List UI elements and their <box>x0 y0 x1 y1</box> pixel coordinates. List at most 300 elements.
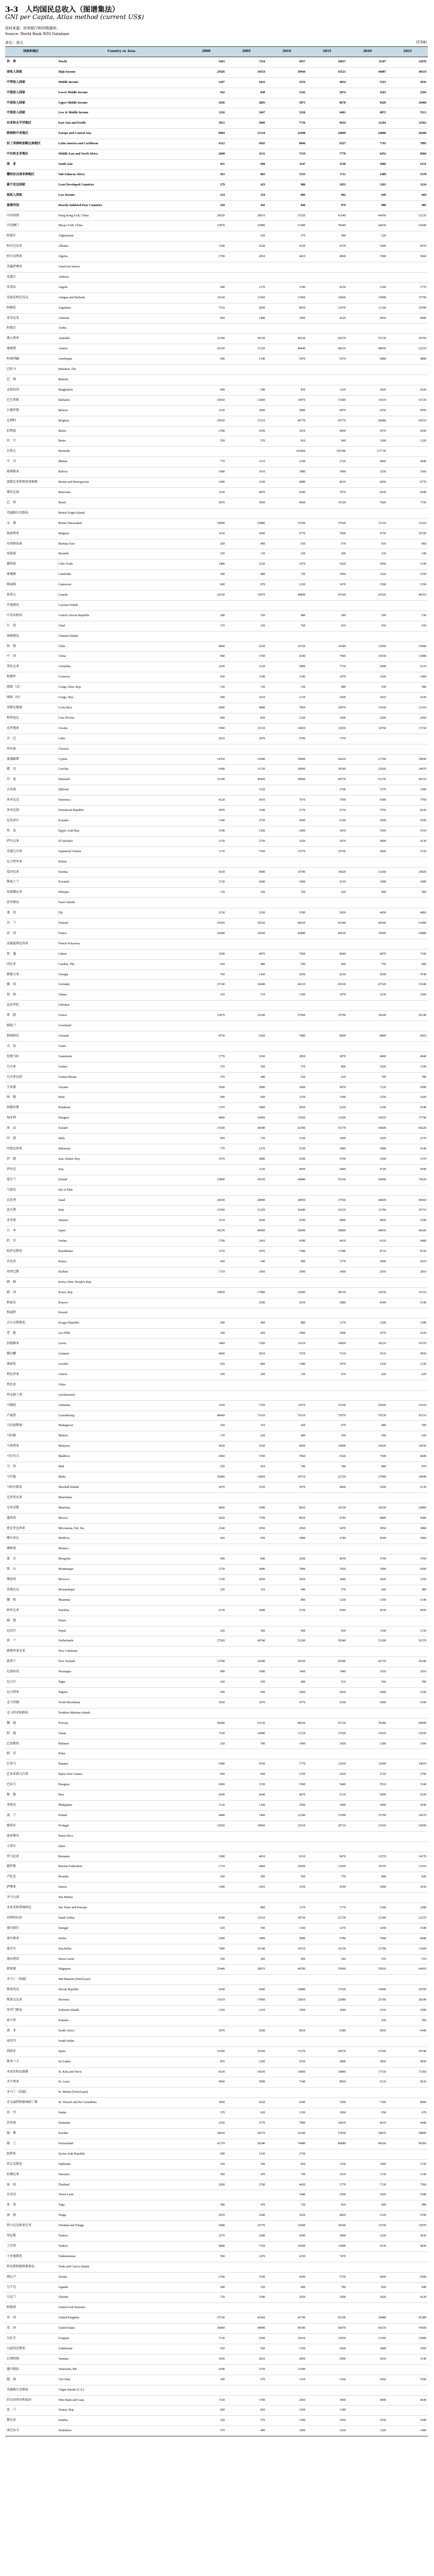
cell-value: 690 <box>226 1688 266 1698</box>
cell-region-en: Benin <box>57 436 186 447</box>
cell-value: 54870 <box>347 2128 388 2139</box>
cell-value <box>388 1380 428 1390</box>
cell-value: 3640 <box>388 1800 428 1810</box>
cell-value: 117730 <box>347 447 388 457</box>
cell-value: 5323 <box>347 77 388 88</box>
cell-value: 830 <box>226 713 266 723</box>
cell-value: 13470 <box>307 303 347 313</box>
cell-value: 980 <box>388 2200 428 2211</box>
cell-region-cn: 萨摩亚 <box>5 1883 57 1893</box>
cell-region-en: Kuwait <box>57 1308 186 1318</box>
cell-value: 682 <box>307 190 347 200</box>
cell-value: 49450 <box>347 211 388 221</box>
cell-value: 40610 <box>307 928 347 939</box>
cell-value: 520 <box>347 231 388 242</box>
cell-value: 23940 <box>226 754 266 765</box>
table-row <box>5 2241 428 2251</box>
cell-region-en: Maldives <box>57 1452 186 1462</box>
cell-region-cn: 利比亚 <box>5 1380 57 1390</box>
cell-value: 750 <box>266 570 307 580</box>
cell-value <box>388 1185 428 1195</box>
cell-value: 14380 <box>307 641 347 652</box>
cell-region-cn: 巴 西 <box>5 498 57 508</box>
cell-region-cn: 丹 麦 <box>5 775 57 785</box>
cell-value: 2100 <box>388 1688 428 1698</box>
cell-value: 23440 <box>186 1964 226 1975</box>
table-row <box>5 959 428 970</box>
cell-value: 2130 <box>186 1605 226 1616</box>
cell-value <box>388 1975 428 1985</box>
cell-region-en: Liberia <box>57 1369 186 1380</box>
cell-value <box>307 1001 347 1011</box>
cell-value: 10770 <box>226 2221 266 2231</box>
cell-region-cn: 土耳其 <box>5 2241 57 2251</box>
cell-value: 720 <box>186 2293 226 2303</box>
cell-value: 4600 <box>186 1349 226 1360</box>
cell-value: 6360 <box>266 1154 307 1164</box>
cell-value: 4565 <box>226 139 266 149</box>
cell-value: 1230 <box>388 1360 428 1370</box>
table-row <box>5 2046 428 2057</box>
cell-value: 160 <box>186 1677 226 1688</box>
cell-region-cn: 世 界 <box>5 57 57 67</box>
cell-value: 2000 <box>347 1688 388 1698</box>
cell-region-cn: 塞内加尔 <box>5 1923 57 1934</box>
col-header-region-en: Country or Area <box>57 47 186 57</box>
table-row <box>5 1031 428 1042</box>
cell-value: 1160 <box>347 1360 388 1370</box>
cell-value: 6070 <box>388 242 428 252</box>
cell-region-en: Guam <box>57 1041 186 1052</box>
cell-value: 620 <box>226 2108 266 2119</box>
cell-value: 22420 <box>347 765 388 775</box>
cell-value: 4120 <box>388 2293 428 2303</box>
cell-value <box>186 1841 226 1852</box>
cell-value: 1340 <box>266 672 307 683</box>
cell-value: 2850 <box>266 1052 307 1062</box>
cell-value: 13270 <box>347 1852 388 1862</box>
cell-value: 31270 <box>266 2046 307 2057</box>
cell-value: 59960 <box>266 775 307 785</box>
cell-value: 9380 <box>388 1513 428 1523</box>
cell-value: 3630 <box>388 2231 428 2242</box>
col-header-2005: 2005 <box>226 47 266 57</box>
table-row <box>5 826 428 836</box>
cell-value: 8110 <box>266 1852 307 1862</box>
cell-value: 700 <box>226 1923 266 1934</box>
cell-region-en: Czechia <box>57 765 186 775</box>
cell-value <box>186 2262 226 2272</box>
cell-value: 10500 <box>266 2241 307 2251</box>
cell-value <box>347 365 388 375</box>
cell-value: 3530 <box>226 1482 266 1493</box>
cell-value: 4000 <box>186 1503 226 1513</box>
cell-value: 8040 <box>307 949 347 959</box>
cell-value: 27100 <box>347 754 388 765</box>
cell-value <box>307 508 347 518</box>
cell-value: 1100 <box>388 1062 428 1072</box>
cell-region-en: Eswatini <box>57 877 186 888</box>
cell-value: 1470 <box>226 2251 266 2262</box>
cell-value <box>388 2364 428 2375</box>
cell-region-cn: 文 莱 <box>5 518 57 529</box>
cell-value: 7390 <box>347 2098 388 2108</box>
cell-value: 620 <box>307 888 347 898</box>
table-row <box>5 765 428 775</box>
cell-value: 1180 <box>186 242 226 252</box>
cell-value: 10637 <box>307 57 347 67</box>
cell-region-cn: 阿塞拜疆 <box>5 354 57 365</box>
cell-region-cn: 斯里兰卡 <box>5 2057 57 2067</box>
cell-value: 1550 <box>266 1770 307 1780</box>
cell-value: 1230 <box>266 1134 307 1144</box>
cell-value: 1250 <box>347 1093 388 1103</box>
cell-value: 8480 <box>347 1513 388 1523</box>
cell-region-cn: 中高收入国家 <box>5 98 57 108</box>
cell-value: 14990 <box>347 293 388 303</box>
cell-value: 3100 <box>226 478 266 488</box>
cell-value: 3590 <box>266 908 307 919</box>
cell-value: 1340 <box>186 816 226 826</box>
cell-value: 18210 <box>347 1339 388 1349</box>
cell-value: 1230 <box>307 1595 347 1605</box>
cell-region-en: Jordan <box>57 1236 186 1247</box>
cell-value: 11610 <box>266 1339 307 1349</box>
cell-value <box>266 272 307 282</box>
table-row <box>5 2344 428 2354</box>
cell-region-cn: 圭亚那 <box>5 1082 57 1093</box>
cell-region-en: Netherlands <box>57 1636 186 1647</box>
cell-value: 7550 <box>347 806 388 816</box>
cell-value: 3970 <box>226 734 266 744</box>
cell-value: 10900 <box>307 1442 347 1452</box>
cell-value: 5800 <box>266 662 307 672</box>
cell-value: 11610 <box>388 1862 428 1872</box>
cell-value: 1760 <box>226 652 266 662</box>
table-row <box>5 1308 428 1318</box>
cell-value: 52340 <box>266 2128 307 2139</box>
cell-region-cn: 卢旺达 <box>5 1872 57 1883</box>
col-header-2000: 2000 <box>186 47 226 57</box>
table-row <box>5 282 428 293</box>
cell-region-en: Virgin Islands (U.S.) <box>57 2385 186 2395</box>
table-row <box>5 2036 428 2046</box>
cell-region-cn: 安道尔 <box>5 272 57 282</box>
cell-value <box>266 2303 307 2313</box>
cell-value <box>347 2262 388 2272</box>
cell-region-cn: 博茨瓦纳 <box>5 487 57 498</box>
cell-value <box>388 744 428 754</box>
cell-value: 1520 <box>347 570 388 580</box>
table-row <box>5 888 428 898</box>
cell-value: 1800 <box>226 1103 266 1113</box>
cell-region-cn: 东亚和太平洋地区 <box>5 118 57 129</box>
cell-value: 320 <box>186 2416 226 2426</box>
cell-value: 430 <box>347 2016 388 2026</box>
cell-region-en: Peru <box>57 1790 186 1801</box>
cell-value: 12070 <box>388 57 428 67</box>
cell-value: 410 <box>226 1462 266 1472</box>
cell-value: 10400 <box>186 1472 226 1482</box>
cell-region-en: Uruguay <box>57 2334 186 2344</box>
table-row <box>5 1206 428 1216</box>
cell-value: 5190 <box>388 2211 428 2221</box>
cell-value: 3670 <box>307 836 347 846</box>
cell-value: 4190 <box>307 1883 347 1893</box>
table-row <box>5 1400 428 1411</box>
cell-value: 39500 <box>347 928 388 939</box>
cell-value <box>347 1021 388 1031</box>
cell-value: 4460 <box>226 1862 266 1872</box>
cell-value: 3880 <box>307 1298 347 1308</box>
cell-value: 1542 <box>266 88 307 98</box>
cell-region-cn: 吉布提 <box>5 785 57 795</box>
cell-value: 10630 <box>226 2067 266 2077</box>
cell-value: 6040 <box>186 765 226 775</box>
cell-value: 530 <box>388 611 428 621</box>
cell-region-cn: 格林纳达 <box>5 1031 57 1042</box>
cell-value: 840 <box>347 1462 388 1472</box>
cell-value: 2090 <box>266 1267 307 1277</box>
cell-value <box>266 1021 307 1031</box>
cell-value: 15160 <box>307 1400 347 1411</box>
cell-value: 2720 <box>347 1770 388 1780</box>
cell-value: 11580 <box>307 1247 347 1257</box>
cell-value: 19790 <box>307 1011 347 1021</box>
cell-value: 3610 <box>266 1298 307 1308</box>
cell-value <box>266 1893 307 1903</box>
cell-region-en: Greece <box>57 1011 186 1021</box>
cell-value: 2300 <box>388 2006 428 2016</box>
cell-value: 9380 <box>388 1082 428 1093</box>
cell-region-cn: 马来西亚 <box>5 1442 57 1452</box>
cell-value: 800 <box>347 1872 388 1883</box>
cell-value: 9130 <box>347 2077 388 2088</box>
cell-value: 3280 <box>226 2231 266 2242</box>
cell-value: 2930 <box>266 1575 307 1585</box>
cell-value: 7778 <box>307 149 347 160</box>
cell-value <box>388 2036 428 2046</box>
cell-value <box>266 1493 307 1503</box>
cell-value: 7260 <box>388 2180 428 2190</box>
cell-value: 24099 <box>307 129 347 139</box>
cell-value: 7440 <box>266 1247 307 1257</box>
cell-value <box>266 324 307 334</box>
cell-value: 79230 <box>347 1411 388 1421</box>
cell-value: 360 <box>186 2170 226 2180</box>
cell-value <box>226 1708 266 1718</box>
cell-region-en: Suriname <box>57 2119 186 2129</box>
cell-value: 17920 <box>307 1728 347 1739</box>
cell-value: 1370 <box>186 1103 226 1113</box>
cell-value: 220 <box>186 1626 226 1636</box>
cell-value <box>307 2364 347 2375</box>
cell-value: 279 <box>186 180 226 190</box>
cell-value: 1940 <box>388 2190 428 2200</box>
cell-region-en: Togo <box>57 2200 186 2211</box>
cell-value: 1170 <box>186 846 226 857</box>
cell-value <box>347 898 388 908</box>
cell-region-en: Sao Tome and Principe <box>57 1903 186 1913</box>
cell-value: 28070 <box>226 1964 266 1975</box>
cell-region-en: World <box>57 57 186 67</box>
cell-region-en: Algeria <box>57 252 186 262</box>
cell-value: 22630 <box>186 590 226 601</box>
cell-value: 6580 <box>388 2272 428 2282</box>
cell-value: 12000 <box>347 1759 388 1770</box>
table-row <box>5 2016 428 2026</box>
table-row <box>5 1287 428 1298</box>
cell-value: 3226 <box>266 108 307 118</box>
cell-region-cn: 阿根廷 <box>5 303 57 313</box>
cell-value <box>307 262 347 273</box>
cell-value: 3360 <box>388 467 428 478</box>
cell-value: 130 <box>226 683 266 693</box>
cell-value: 37550 <box>307 1195 347 1206</box>
cell-value: 1540 <box>226 2293 266 2303</box>
cell-value: 51490 <box>266 221 307 231</box>
cell-region-en: Singapore <box>57 1964 186 1975</box>
cell-value: 470 <box>226 2200 266 2211</box>
cell-value: 30940 <box>388 1472 428 1482</box>
cell-value: 25820 <box>388 867 428 877</box>
cell-value: 75970 <box>307 1411 347 1421</box>
cell-value <box>186 2016 226 2026</box>
cell-value: 6090 <box>347 1790 388 1801</box>
cell-value: 1270 <box>186 1247 226 1257</box>
cell-value: 15124 <box>226 129 266 139</box>
cell-value: 1555 <box>266 170 307 180</box>
table-row <box>5 272 428 282</box>
table-row <box>5 1800 428 1810</box>
table-row <box>5 621 428 631</box>
cell-value: 5180 <box>388 1216 428 1226</box>
cell-region-en: American Samoa <box>57 262 186 273</box>
cell-value: 1010 <box>226 467 266 478</box>
cell-value <box>186 1544 226 1554</box>
cell-value: 7080 <box>266 1031 307 1042</box>
cell-value: 1020 <box>347 1062 388 1072</box>
cell-value: 6540 <box>266 487 307 498</box>
table-row <box>5 1636 428 1647</box>
cell-value: 4640 <box>388 2395 428 2405</box>
cell-value: 17150 <box>388 723 428 734</box>
cell-value: 21100 <box>186 334 226 344</box>
cell-value: 660 <box>226 1770 266 1780</box>
cell-value: 2230 <box>347 990 388 1001</box>
cell-region-cn: 塞拉利昂 <box>5 1954 57 1964</box>
cell-region-cn: 缅 甸 <box>5 1595 57 1605</box>
cell-value <box>226 324 266 334</box>
cell-value <box>307 1975 347 1985</box>
cell-value: 470 <box>226 2170 266 2180</box>
cell-value: 4280 <box>186 703 226 714</box>
cell-region-cn: 波多黎各 <box>5 1831 57 1841</box>
cell-value: 12020 <box>186 1821 226 1831</box>
cell-value: 15330 <box>347 2221 388 2231</box>
cell-value: 8678 <box>307 98 347 108</box>
cell-region-en: Lao PDR <box>57 1329 186 1339</box>
cell-region-en: Bangladesh <box>57 385 186 395</box>
cell-value: 4370 <box>307 242 347 252</box>
cell-value: 4410 <box>307 1236 347 1247</box>
cell-value <box>226 1616 266 1626</box>
cell-value: 78180 <box>347 1718 388 1728</box>
cell-value: 2220 <box>307 1103 347 1113</box>
cell-value: 4870 <box>226 949 266 959</box>
unit-note-en: (US$) <box>416 40 427 44</box>
cell-region-cn: 塔吉克斯坦 <box>5 2159 57 2170</box>
cell-value: 55170 <box>307 1124 347 1134</box>
cell-value: 50510 <box>388 416 428 426</box>
cell-value: 500 <box>388 1421 428 1431</box>
cell-value: 600 <box>266 1626 307 1636</box>
table-row <box>5 77 428 88</box>
cell-region-en: Iraq <box>57 1164 186 1175</box>
cell-value: 350 <box>266 888 307 898</box>
cell-region-en: Bahamas, The <box>57 365 186 375</box>
cell-value <box>388 1001 428 1011</box>
cell-value: 5460 <box>388 1534 428 1544</box>
cell-value: 3370 <box>388 1154 428 1164</box>
cell-value: 23810 <box>266 1995 307 2006</box>
cell-value <box>226 2088 266 2098</box>
cell-value: 33520 <box>266 211 307 221</box>
cell-region-en: Upper Middle Income <box>57 98 186 108</box>
cell-region-cn: 中等收入国家 <box>5 77 57 88</box>
table-row <box>5 405 428 416</box>
cell-value: 31220 <box>226 1206 266 1216</box>
cell-value: 45380 <box>388 2313 428 2324</box>
cell-region-cn: 马达加斯加 <box>5 1421 57 1431</box>
cell-value: 650 <box>388 621 428 631</box>
cell-value: 560 <box>347 1677 388 1688</box>
cell-value: 1420 <box>307 1739 347 1749</box>
cell-value: 14090 <box>266 2067 307 2077</box>
cell-region-en: Curacao <box>57 744 186 754</box>
table-row <box>5 898 428 908</box>
cell-value: 2780 <box>186 426 226 436</box>
cell-value: 6580 <box>347 795 388 806</box>
cell-region-cn: 开曼群岛 <box>5 600 57 611</box>
cell-value: 6290 <box>266 2098 307 2108</box>
cell-value: 3330 <box>226 908 266 919</box>
cell-value: 580 <box>388 683 428 693</box>
table-row <box>5 1770 428 1780</box>
cell-value <box>347 2088 388 2098</box>
cell-region-cn: 马绍尔群岛 <box>5 1482 57 1493</box>
cell-value <box>388 508 428 518</box>
cell-region-cn: 沙特阿拉伯 <box>5 1913 57 1923</box>
cell-value: 4400 <box>347 2395 388 2405</box>
cell-value: 2130 <box>186 908 226 919</box>
cell-value <box>347 1308 388 1318</box>
cell-value: 2140 <box>347 282 388 293</box>
cell-region-en: Qatar <box>57 1841 186 1852</box>
cell-value <box>266 939 307 949</box>
cell-value: 4380 <box>186 1759 226 1770</box>
table-row <box>5 1565 428 1575</box>
cell-value: 88230 <box>266 1718 307 1728</box>
cell-value: 780 <box>388 1072 428 1082</box>
table-row <box>5 1452 428 1462</box>
cell-region-en: Senegal <box>57 1923 186 1934</box>
cell-value: 13590 <box>307 1810 347 1821</box>
cell-region-en: Montenegro <box>57 1565 186 1575</box>
cell-value: 160 <box>186 2159 226 2170</box>
cell-value: 1720 <box>186 2395 226 2405</box>
cell-value: 50340 <box>307 1636 347 1647</box>
